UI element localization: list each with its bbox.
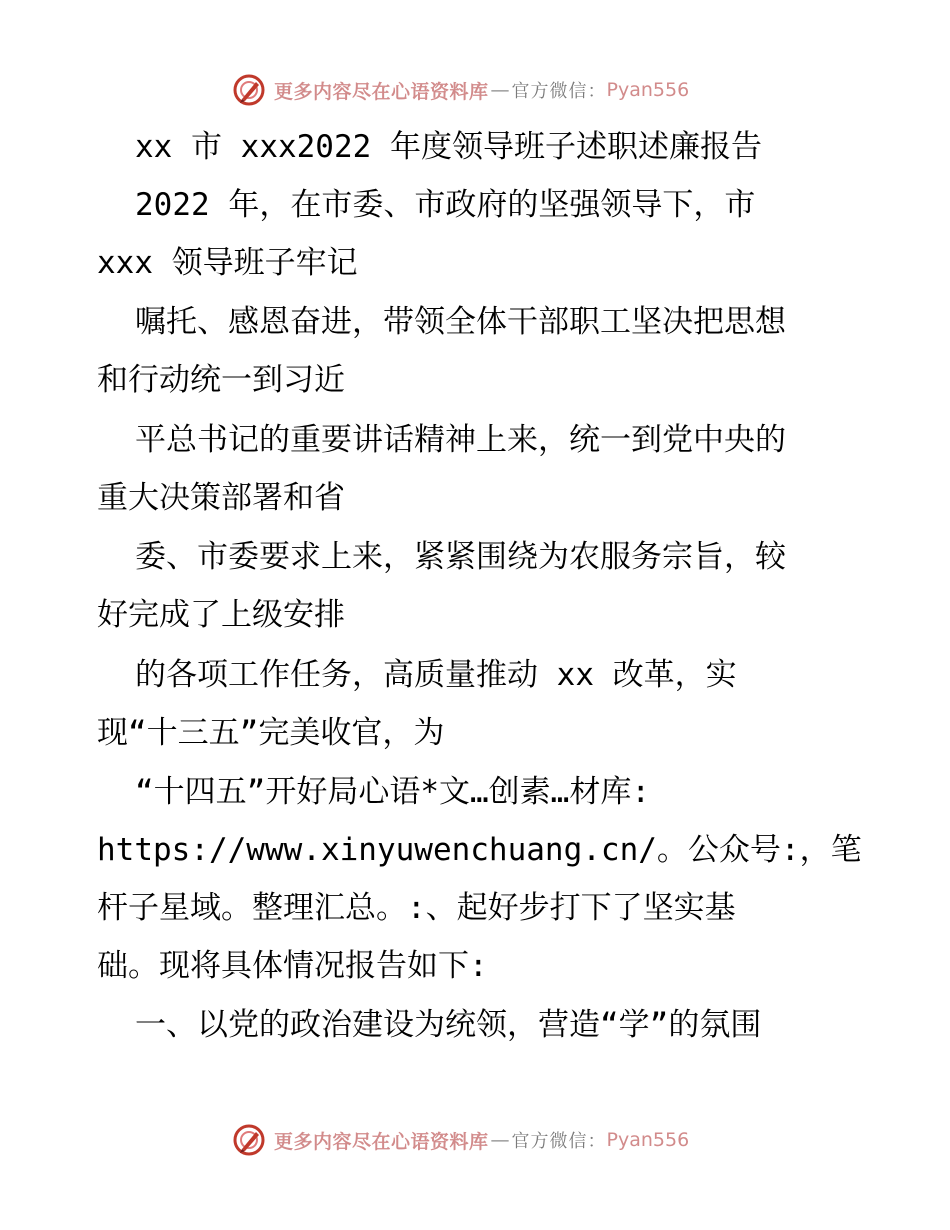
paragraph-line: “十四五”开好局心语*文…创素…材库: (135, 774, 650, 810)
paragraph-line: xxx 领导班子牢记 (97, 245, 358, 281)
paragraph-line: 杆子星域。整理汇总。:、起好步打下了坚实基 (97, 890, 736, 926)
banner-title: 更多内容尽在心语资料库 (274, 1130, 489, 1153)
banner-title: 更多内容尽在心语资料库 (274, 80, 489, 103)
pen-logo-icon (232, 73, 266, 107)
banner-wechat-label: 官方微信： (511, 1131, 607, 1152)
paragraph-line: 和行动统一到习近 (97, 362, 345, 398)
paragraph-line: 础。现将具体情况报告如下: (97, 948, 488, 984)
paragraph-line: 委、市委要求上来，紧紧围绕为农服务宗旨，较 (135, 539, 786, 575)
paragraph-line: 现“十三五”完美收官，为 (97, 715, 445, 751)
banner-separator: — (490, 79, 510, 101)
paragraph-line: 平总书记的重要讲话精神上来，统一到党中央的 (135, 422, 786, 458)
footer-banner[interactable] (232, 1122, 752, 1158)
banner-wechat-id: Pyan556 (606, 79, 690, 101)
pen-logo-icon (232, 1123, 266, 1157)
section-heading: 一、以党的政治建设为统领，营造“学”的氛围 (135, 1007, 762, 1043)
paragraph-line: 2022 年，在市委、市政府的坚强领导下，市 (135, 187, 756, 223)
document-title: xx 市 xxx2022 年度领导班子述职述廉报告 (135, 129, 762, 165)
paragraph-line-url: https://www.xinyuwenchuang.cn/。公众号:，笔 (97, 832, 862, 868)
paragraph-line: 重大决策部署和省 (97, 480, 345, 516)
paragraph-line: 的各项工作任务，高质量推动 xx 改革，实 (135, 657, 737, 693)
paragraph-line: 好完成了上级安排 (97, 597, 345, 633)
header-banner[interactable] (232, 72, 752, 108)
banner-wechat-id: Pyan556 (606, 1129, 690, 1151)
banner-wechat-label: 官方微信： (511, 81, 607, 102)
banner-separator: — (490, 1129, 510, 1151)
paragraph-line: 嘱托、感恩奋进，带领全体干部职工坚决把思想 (135, 304, 786, 340)
